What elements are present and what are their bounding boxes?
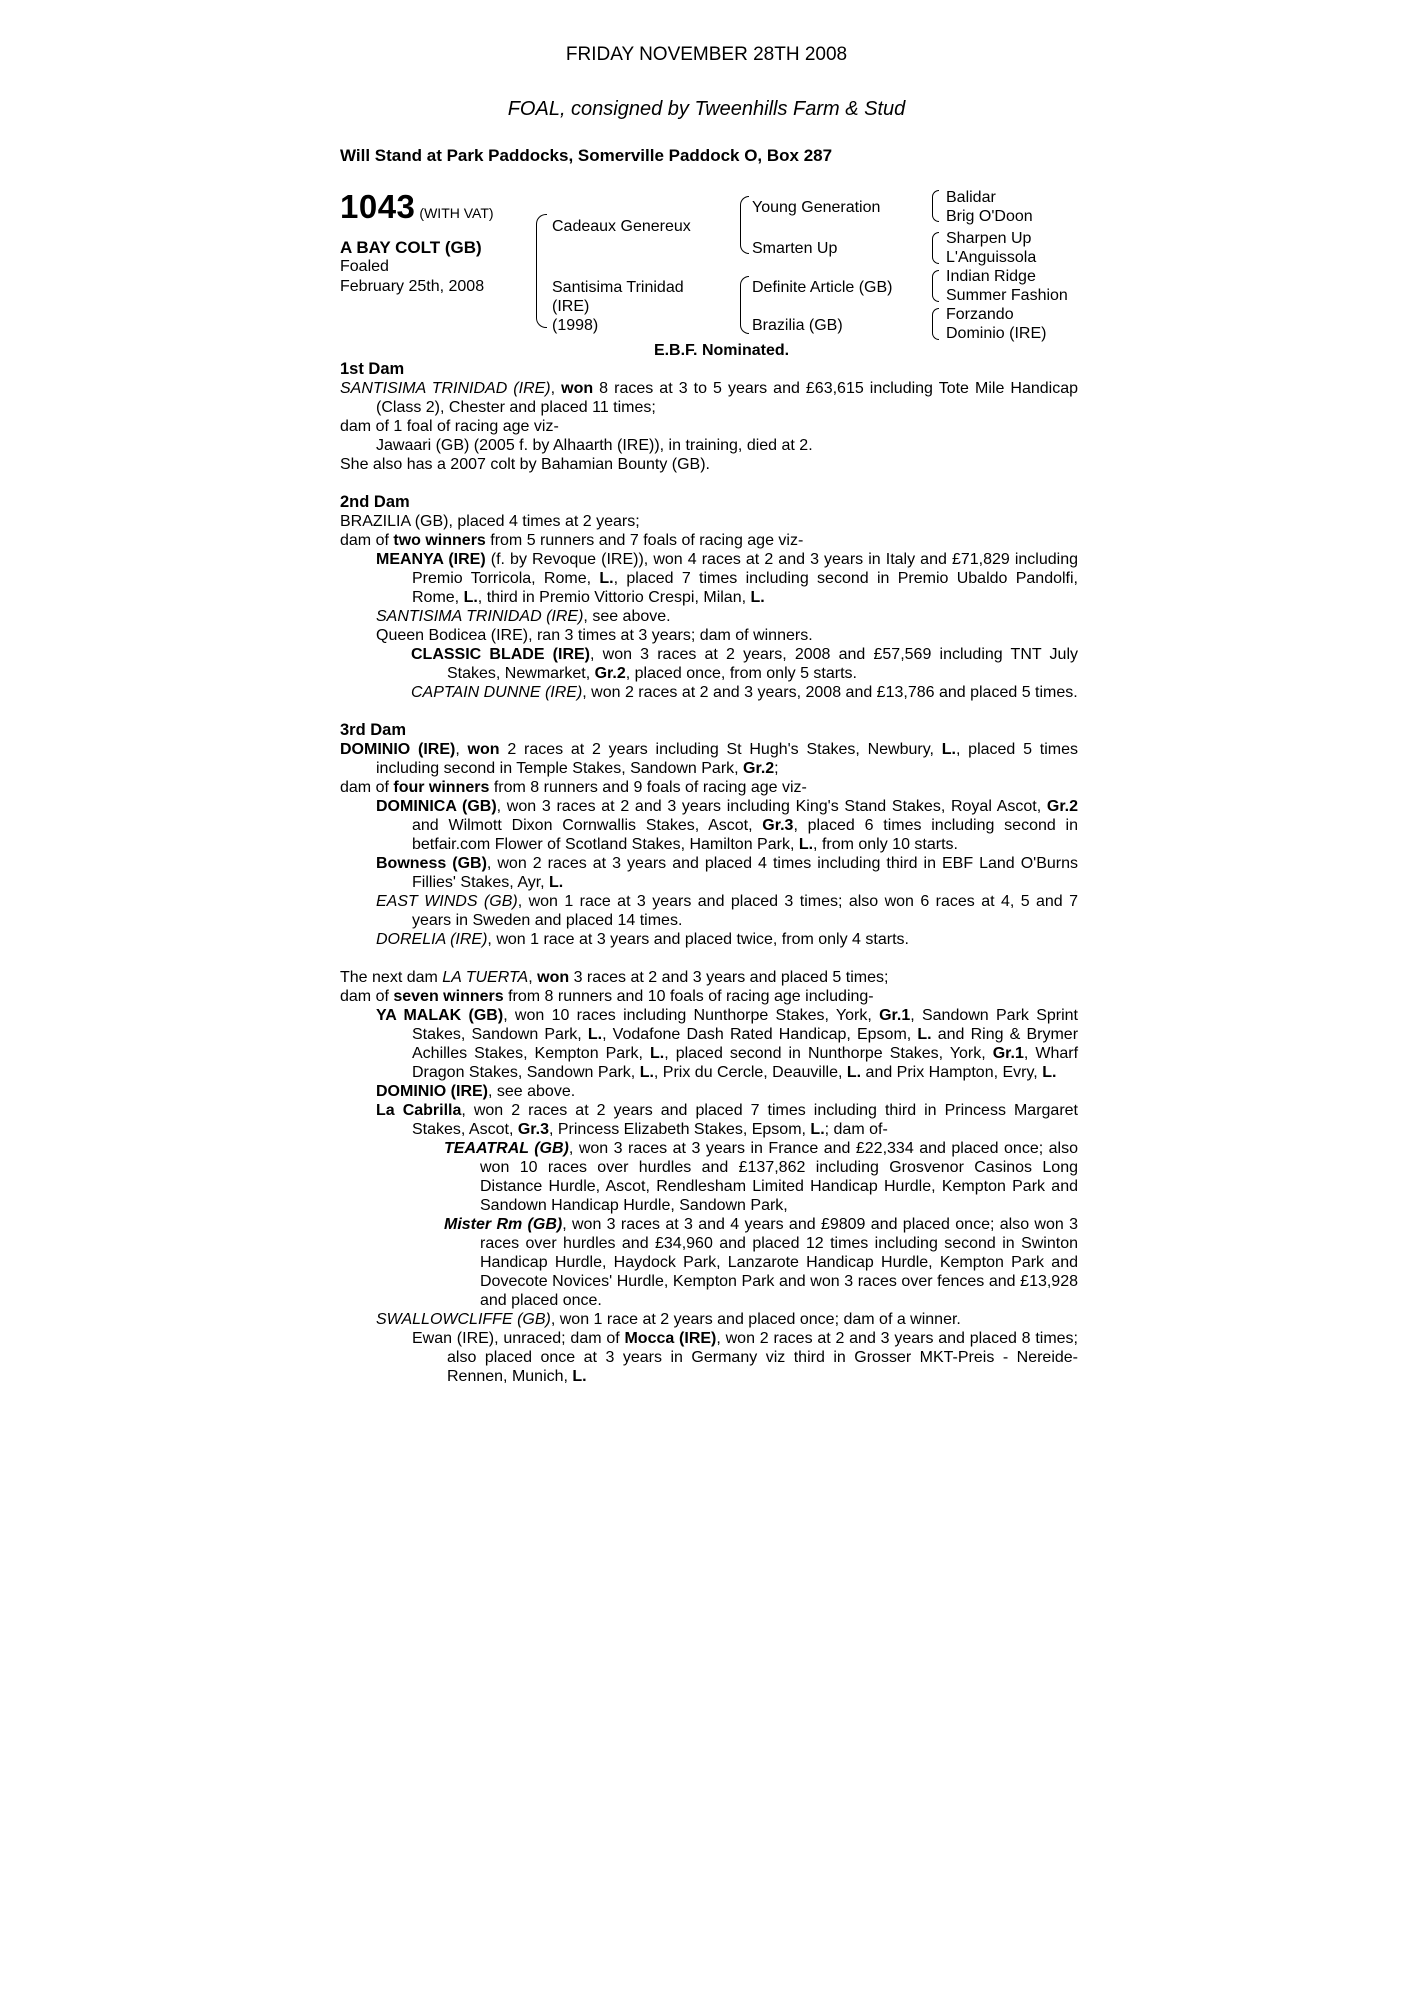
pedigree-g8: Dominio (IRE) — [946, 325, 1047, 342]
next-dam-record: The next dam LA TUERTA, won 3 races at 2 and 3 years and placed 5 times; — [340, 969, 889, 986]
pedigree-brace-g1 — [932, 190, 939, 222]
classic-blade-record: CLASSIC BLADE (IRE), won 3 races at 2 years, 2008 and £57,569 including TNT July Stakes, Newmarket, Gr.2, placed once, from only 5 starts. — [411, 646, 1078, 682]
teaatral-record: TEAATRAL (GB), won 3 races at 3 years in France and £22,334 and placed once; also won 10 races over hurdles and £137,862 including Grosvenor Casinos Long Distance Hurdle, Ascot, Rendlesham Limited Handicap Hurdle, Kempton Park and Sandown Handicap Hurdle, Sandown Park, — [444, 1140, 1078, 1214]
pedigree-brace-sire — [740, 196, 749, 254]
first-dam-won: won — [561, 380, 594, 397]
catalogue-body — [340, 360, 1078, 1386]
third-dam-dam-of: dam of four winners from 8 runners and 9 foals of racing age viz- — [340, 779, 807, 796]
pedigree-dam-name: Santisima Trinidad — [552, 279, 684, 296]
pedigree-dam-year: (1998) — [552, 317, 599, 334]
ewan-record: Ewan (IRE), unraced; dam of Mocca (IRE), won 2 races at 2 and 3 years and placed 8 times; also placed once at 3 years in Germany viz third in Grosser MKT-Preis - Nereide-Rennen, Munich, L. — [412, 1330, 1079, 1385]
pedigree-dam — [552, 278, 684, 335]
pedigree-g4: L'Anguissola — [946, 249, 1037, 266]
pedigree-dam-dam: Brazilia (GB) — [752, 317, 843, 334]
next-dam-dam-of: dam of seven winners from 8 runners and 10 foals of racing age including- — [340, 988, 874, 1005]
lot-header — [340, 188, 494, 226]
santisima-record: SANTISIMA TRINIDAD (IRE), see above. — [376, 608, 671, 625]
pedigree-sire: Cadeaux Genereux — [552, 218, 691, 235]
first-dam-dam-of: dam of 1 foal of racing age viz- — [340, 418, 559, 435]
ebf-nominated: E.B.F. Nominated. — [653, 342, 790, 359]
second-dam-dam-of: dam of two winners from 5 runners and 7 foals of racing age viz- — [340, 532, 804, 549]
consignment-line: FOAL, consigned by Tweenhills Farm & Stud — [507, 98, 906, 120]
first-dam-also: She also has a 2007 colt by Bahamian Bounty (GB). — [340, 456, 710, 473]
foaled-info — [340, 257, 484, 297]
ya-malak-record: YA MALAK (GB), won 10 races including Nunthorpe Stakes, York, Gr.1, Sandown Park Sprint Stakes, Sandown Park, L., Vodafone Dash Rated Handicap, Epsom, L. and Ring & Brymer Achilles Stakes, Kempton Park, L., placed second in Nunthorpe Stakes, York, Gr.1, Wharf Dragon Stakes, Sandown Park, L., Prix du Cercle, Deauville, L. and Prix Hampton, Evry, L. — [376, 1007, 1079, 1081]
dominica-record: DOMINICA (GB), won 3 races at 2 and 3 years including King's Stand Stakes, Royal Ascot, Gr.2 and Wilmott Dixon Cornwallis Stakes, Ascot, Gr.3, placed 6 times including second in betfair.com Flower of Scotland Stakes, Hamilton Park, L., from only 10 starts. — [376, 798, 1079, 853]
second-dam-line: BRAZILIA (GB), placed 4 times at 2 years; — [340, 513, 640, 530]
pedigree-g1: Balidar — [946, 189, 996, 206]
third-dam-record: DOMINIO (IRE), won 2 races at 2 years including St Hugh's Stakes, Newbury, L., placed 5 times including second in Temple Stakes, Sandown Park, Gr.2; — [340, 741, 1078, 777]
first-dam-record: SANTISIMA TRINIDAD (IRE), won 8 races at 3 to 5 years and £63,615 including Tote Mile Handicap (Class 2), Chester and placed 11 times; — [340, 380, 1078, 416]
first-dam-name: SANTISIMA TRINIDAD (IRE) — [340, 380, 551, 397]
east-winds-record: EAST WINDS (GB), won 1 race at 3 years and placed 3 times; also won 6 races at 4, 5 and 7 years in Sweden and placed 14 times. — [376, 893, 1079, 929]
pedigree-brace-main — [536, 214, 547, 328]
pedigree-g3: Sharpen Up — [946, 230, 1032, 247]
meanya-record: MEANYA (IRE) (f. by Revoque (IRE)), won 4 races at 2 and 3 years in Italy and £71,829 including Premio Torricola, Rome, L., placed 7 times including second in Premio Ubaldo Pandolfi, Rome, L., third in Premio Vittorio Crespi, Milan, L. — [376, 551, 1079, 606]
pedigree-g6: Summer Fashion — [946, 287, 1068, 304]
pedigree-g7: Forzando — [946, 306, 1014, 323]
pedigree-g2: Brig O'Doon — [946, 208, 1033, 225]
second-dam-heading: 2nd Dam — [340, 493, 410, 511]
pedigree-dam-country: (IRE) — [552, 298, 590, 315]
mister-rm-record: Mister Rm (GB), won 3 races at 3 and 4 years and £9809 and placed once; also won 3 races over hurdles and £34,960 and placed 12 times including second in Swinton Handicap Hurdle, Haydock Park, Lanzarote Handicap Hurdle, Kempton Park and Dovecote Novices' Hurdle, Kempton Park and won 3 races over fences and £13,928 and placed once. — [444, 1216, 1078, 1309]
la-cabrilla-record: La Cabrilla, won 2 races at 2 years and placed 7 times including third in Princess Margaret Stakes, Ascot, Gr.3, Princess Elizabeth Stakes, Epsom, L.; dam of- — [376, 1102, 1078, 1138]
swallowcliffe-record: SWALLOWCLIFFE (GB), won 1 race at 2 years and placed once; dam of a winner. — [376, 1311, 961, 1328]
pedigree-g5: Indian Ridge — [946, 268, 1036, 285]
pedigree-brace-g2 — [932, 232, 939, 264]
lot-number: 1043 — [340, 188, 416, 225]
pedigree-brace-dam — [740, 276, 749, 334]
bowness-record: Bowness (GB), won 2 races at 3 years and placed 4 times including third in EBF Land O'Burns Fillies' Stakes, Ayr, L. — [376, 855, 1079, 891]
stand-location: Will Stand at Park Paddocks, Somerville Paddock O, Box 287 — [340, 146, 833, 165]
dorelia-record: DORELIA (IRE), won 1 race at 3 years and placed twice, from only 4 starts. — [376, 931, 909, 948]
vat-note: (WITH VAT) — [419, 205, 494, 221]
foaled-date: February 25th, 2008 — [340, 278, 485, 295]
pedigree-dam-sire: Definite Article (GB) — [752, 279, 893, 296]
dominio-see-above: DOMINIO (IRE), see above. — [376, 1083, 576, 1100]
pedigree-brace-g3 — [932, 270, 939, 302]
first-dam-foal: Jawaari (GB) (2005 f. by Alhaarth (IRE)), in training, died at 2. — [376, 437, 813, 454]
pedigree-sire-sire: Young Generation — [752, 199, 881, 216]
foaled-label: Foaled — [340, 258, 389, 275]
first-dam-heading: 1st Dam — [340, 360, 405, 378]
captain-dunne-record: CAPTAIN DUNNE (IRE), won 2 races at 2 and 3 years, 2008 and £13,786 and placed 5 times. — [411, 684, 1078, 701]
queen-bodicea-record: Queen Bodicea (IRE), ran 3 times at 3 years; dam of winners. — [376, 627, 813, 644]
pedigree-brace-g4 — [932, 308, 939, 340]
sale-date: FRIDAY NOVEMBER 28TH 2008 — [565, 44, 848, 65]
pedigree-sire-dam: Smarten Up — [752, 240, 838, 257]
lot-title: A BAY COLT (GB) — [340, 238, 482, 257]
third-dam-heading: 3rd Dam — [340, 721, 407, 739]
